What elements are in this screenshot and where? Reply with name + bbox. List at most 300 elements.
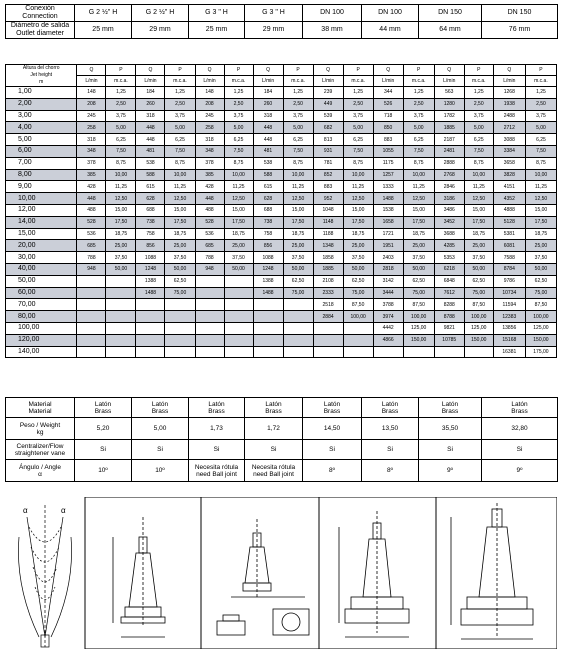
pressure-cell: 17,50 (165, 216, 195, 228)
jet-height-cell: 120,00 (6, 334, 77, 346)
flow-cell: 948 (195, 263, 224, 275)
flow-cell: 2481 (434, 145, 464, 157)
connection-value: DN 150 (419, 5, 482, 22)
pressure-cell (106, 299, 136, 311)
jet-height-label: Altura del chorro Jet height m (6, 65, 77, 87)
pressure-cell: 10,00 (224, 169, 253, 181)
flow-cell: 448 (136, 122, 165, 134)
flow-cell: 1721 (373, 228, 403, 240)
flow-cell: 258 (77, 122, 106, 134)
flow-cell: 260 (253, 98, 283, 110)
flow-cell (373, 346, 403, 358)
flow-cell: 3384 (493, 145, 525, 157)
flow-cell: 758 (253, 228, 283, 240)
flow-cell: 1257 (373, 169, 403, 181)
angle-row-cell: 8º (303, 460, 362, 482)
flow-cell: 448 (253, 122, 283, 134)
flow-cell (434, 346, 464, 358)
flow-cell: 3088 (493, 134, 525, 146)
drawing-box-3 (319, 497, 436, 649)
flow-cell (136, 346, 165, 358)
straightener-row-cell: Si (189, 440, 245, 460)
pressure-cell: 1,25 (106, 87, 136, 99)
pressure-cell (224, 322, 253, 334)
straightener-row-cell: Si (482, 440, 558, 460)
jet-height-cell: 20,00 (6, 240, 77, 252)
flow-cell: 4888 (493, 204, 525, 216)
flow-cell: 685 (195, 240, 224, 252)
pressure-cell (106, 287, 136, 299)
pressure-cell: 7,50 (464, 145, 493, 157)
pressure-cell: 1,25 (224, 87, 253, 99)
flow-cell: 3486 (434, 204, 464, 216)
flow-cell (313, 322, 343, 334)
pressure-cell (343, 322, 373, 334)
flow-cell: 3444 (373, 287, 403, 299)
jet-height-cell: 10,00 (6, 193, 77, 205)
flow-cell (77, 334, 106, 346)
pressure-cell: 3,75 (106, 110, 136, 122)
flow-cell: 258 (195, 122, 224, 134)
pressure-cell: 6,25 (106, 134, 136, 146)
pressure-cell (224, 311, 253, 323)
flow-cell: 184 (136, 87, 165, 99)
flow-cell: 428 (195, 181, 224, 193)
flow-cell: 856 (253, 240, 283, 252)
pressure-cell: 25,00 (525, 240, 556, 252)
q-header: Q (493, 65, 525, 76)
flow-cell (195, 346, 224, 358)
pressure-cell: 12,50 (464, 193, 493, 205)
flow-cell: 11594 (493, 299, 525, 311)
flow-cell: 850 (373, 122, 403, 134)
pressure-cell: 11,25 (224, 181, 253, 193)
table-row (6, 240, 557, 252)
flow-cell: 385 (77, 169, 106, 181)
pressure-cell: 18,75 (106, 228, 136, 240)
flow-cell: 536 (77, 228, 106, 240)
flow-cell: 3186 (434, 193, 464, 205)
flow-cell (195, 299, 224, 311)
flow-cell: 2403 (373, 252, 403, 264)
pressure-cell: 11,25 (283, 181, 313, 193)
flow-cell: 3452 (434, 216, 464, 228)
pressure-cell: 18,75 (343, 228, 373, 240)
pressure-cell: 3,75 (343, 110, 373, 122)
flow-cell (253, 346, 283, 358)
pressure-cell: 62,50 (464, 275, 493, 287)
pressure-cell: 5,00 (224, 122, 253, 134)
jet-height-cell: 40,00 (6, 263, 77, 275)
table-row (6, 110, 557, 122)
flow-cell: 1885 (434, 122, 464, 134)
flow-cell: 1858 (313, 252, 343, 264)
connection-value: G 3 " H (245, 5, 303, 22)
weight-row-cell: 32,80 (482, 418, 558, 440)
flow-cell (313, 334, 343, 346)
flow-cell: 449 (313, 98, 343, 110)
flow-cell (77, 299, 106, 311)
flow-cell: 1055 (373, 145, 403, 157)
flow-cell (136, 334, 165, 346)
connection-value: DN 150 (482, 5, 558, 22)
flow-cell: 448 (77, 193, 106, 205)
angle-row-cell: 9º (419, 460, 482, 482)
flow-cell: 1175 (373, 157, 403, 169)
table-row (6, 322, 557, 334)
drawings-svg (5, 497, 557, 649)
pressure-cell: 12,50 (106, 193, 136, 205)
flow-cell: 5128 (493, 216, 525, 228)
flow-cell: 148 (195, 87, 224, 99)
flow-cell: 1088 (136, 252, 165, 264)
flow-cell: 685 (77, 240, 106, 252)
straightener-row-cell: Si (132, 440, 189, 460)
p-header: P (464, 65, 493, 76)
drawing-box-4 (436, 497, 557, 649)
flow-cell: 1248 (136, 263, 165, 275)
nozzle-drawing-4 (451, 503, 533, 639)
pressure-cell: 10,00 (106, 169, 136, 181)
flow-cell: 3658 (493, 157, 525, 169)
material-row-cell: Latón Brass (482, 398, 558, 418)
flow-cell (253, 322, 283, 334)
flow-cell: 4285 (434, 240, 464, 252)
material-row-cell: Latón Brass (245, 398, 303, 418)
pressure-cell: 3,75 (224, 110, 253, 122)
flow-cell: 813 (313, 134, 343, 146)
jet-height-cell: 100,00 (6, 322, 77, 334)
pressure-cell: 18,75 (224, 228, 253, 240)
flow-cell: 12383 (493, 311, 525, 323)
outlet-value: 29 mm (245, 22, 303, 39)
unit-q: L/min (313, 76, 343, 87)
straightener-row-cell: Si (362, 440, 419, 460)
jet-height-cell: 8,00 (6, 169, 77, 181)
flow-cell: 2518 (313, 299, 343, 311)
pressure-cell: 25,00 (224, 240, 253, 252)
flow-cell: 4151 (493, 181, 525, 193)
angle-row-cell: 10º (132, 460, 189, 482)
flow-cell: 3688 (434, 228, 464, 240)
pressure-cell: 5,00 (283, 122, 313, 134)
jet-spray-diagram (18, 505, 71, 647)
pressure-cell: 18,75 (165, 228, 195, 240)
unit-p: m.c.a. (525, 76, 556, 87)
jet-height-cell: 6,00 (6, 145, 77, 157)
flow-cell: 318 (195, 134, 224, 146)
jet-height-cell: 5,00 (6, 134, 77, 146)
flow-cell: 1658 (373, 216, 403, 228)
unit-p: m.c.a. (403, 76, 434, 87)
nozzle-drawing-3 (339, 511, 409, 637)
pressure-cell: 6,25 (343, 134, 373, 146)
flow-cell: 245 (195, 110, 224, 122)
connection-value: G 2 ½" H (132, 5, 189, 22)
flow-cell: 563 (434, 87, 464, 99)
flow-cell: 1148 (313, 216, 343, 228)
straightener-row-cell: Si (303, 440, 362, 460)
flow-cell: 385 (195, 169, 224, 181)
material-row-cell: Latón Brass (132, 398, 189, 418)
pressure-cell: 25,00 (464, 240, 493, 252)
table-row (6, 145, 557, 157)
jet-height-cell: 50,00 (6, 275, 77, 287)
pressure-cell: 8,75 (403, 157, 434, 169)
flow-cell: 1048 (313, 204, 343, 216)
jet-height-cell: 1,00 (6, 87, 77, 99)
flow-cell: 852 (313, 169, 343, 181)
table-row (6, 263, 557, 275)
pressure-cell: 10,00 (283, 169, 313, 181)
jet-height-cell: 70,00 (6, 299, 77, 311)
flow-cell: 2333 (313, 287, 343, 299)
unit-p: m.c.a. (464, 76, 493, 87)
pressure-cell: 10,00 (525, 169, 556, 181)
flow-cell: 1388 (253, 275, 283, 287)
pressure-cell: 150,00 (525, 334, 556, 346)
pressure-cell (165, 311, 195, 323)
pressure-cell: 5,00 (165, 122, 195, 134)
pressure-cell: 25,00 (283, 240, 313, 252)
flow-cell: 378 (195, 157, 224, 169)
flow-cell: 1488 (373, 193, 403, 205)
pressure-cell: 6,25 (283, 134, 313, 146)
flow-cell: 481 (136, 145, 165, 157)
flow-cell: 588 (253, 169, 283, 181)
pressure-cell: 10,00 (343, 169, 373, 181)
pressure-cell: 37,50 (525, 252, 556, 264)
pressure-cell (106, 275, 136, 287)
nozzle-drawing-1 (113, 517, 165, 637)
pressure-cell: 8,75 (106, 157, 136, 169)
pressure-cell: 11,25 (106, 181, 136, 193)
flow-cell: 615 (253, 181, 283, 193)
outlet-value: 44 mm (362, 22, 419, 39)
flow-cell: 488 (77, 204, 106, 216)
pressure-cell: 37,50 (283, 252, 313, 264)
pressure-cell: 3,75 (525, 110, 556, 122)
flow-cell: 538 (136, 157, 165, 169)
flow-cell: 688 (136, 204, 165, 216)
pressure-cell: 87,50 (403, 299, 434, 311)
pressure-cell: 75,00 (403, 287, 434, 299)
flow-cell: 1188 (313, 228, 343, 240)
flow-cell: 2768 (434, 169, 464, 181)
pressure-cell: 1,25 (165, 87, 195, 99)
outlet-value: 76 mm (482, 22, 558, 39)
material-row (6, 398, 558, 418)
pressure-cell: 100,00 (525, 311, 556, 323)
flow-cell: 1951 (373, 240, 403, 252)
pressure-cell: 37,50 (106, 252, 136, 264)
pressure-cell (343, 334, 373, 346)
material-row-cell: Latón Brass (303, 398, 362, 418)
flow-cell: 6081 (493, 240, 525, 252)
connection-value: DN 100 (303, 5, 362, 22)
pressure-cell (283, 311, 313, 323)
flow-cell: 931 (313, 145, 343, 157)
pressure-cell (224, 275, 253, 287)
jet-height-cell: 30,00 (6, 252, 77, 264)
p-header: P (343, 65, 373, 76)
angle-row-cell: Necesita rótula need Ball joint (189, 460, 245, 482)
jet-height-cell: 15,00 (6, 228, 77, 240)
connection-value: DN 100 (362, 5, 419, 22)
flow-cell: 3974 (373, 311, 403, 323)
connection-table (5, 4, 558, 39)
table-row (6, 134, 557, 146)
table-row (6, 98, 557, 110)
flow-cell (136, 311, 165, 323)
flow-cell: 1538 (373, 204, 403, 216)
q-header: Q (373, 65, 403, 76)
pressure-cell: 2,50 (165, 98, 195, 110)
pressure-cell: 75,00 (283, 287, 313, 299)
outlet-value: 38 mm (303, 22, 362, 39)
flow-cell: 7588 (493, 252, 525, 264)
unit-q: L/min (434, 76, 464, 87)
pressure-cell: 17,50 (224, 216, 253, 228)
pressure-cell: 15,00 (283, 204, 313, 216)
straightener-row-cell: Si (75, 440, 132, 460)
weight-row-cell: 5,00 (132, 418, 189, 440)
flow-cell: 2488 (493, 110, 525, 122)
flow-cell: 15168 (493, 334, 525, 346)
pressure-cell: 62,50 (343, 275, 373, 287)
pressure-cell: 7,50 (224, 145, 253, 157)
pressure-cell: 150,00 (464, 334, 493, 346)
pressure-cell: 12,50 (343, 193, 373, 205)
weight-row-cell: 1,72 (245, 418, 303, 440)
pressure-cell: 11,25 (165, 181, 195, 193)
pressure-cell (106, 346, 136, 358)
flow-cell: 1885 (313, 263, 343, 275)
pressure-cell (224, 346, 253, 358)
q-header: Q (77, 65, 106, 76)
flow-cell: 856 (136, 240, 165, 252)
straightener-row-cell: Si (419, 440, 482, 460)
pressure-cell: 37,50 (343, 252, 373, 264)
pressure-cell: 75,00 (343, 287, 373, 299)
pressure-cell: 8,75 (224, 157, 253, 169)
pressure-cell: 37,50 (224, 252, 253, 264)
pressure-cell: 15,00 (165, 204, 195, 216)
pressure-cell: 17,50 (343, 216, 373, 228)
pressure-cell: 18,75 (525, 228, 556, 240)
unit-p: m.c.a. (224, 76, 253, 87)
pressure-cell: 2,50 (343, 98, 373, 110)
pressure-cell: 100,00 (464, 311, 493, 323)
angle-row (6, 460, 558, 482)
material-row-cell: Latón Brass (189, 398, 245, 418)
pressure-cell: 50,00 (165, 263, 195, 275)
flow-cell: 948 (77, 263, 106, 275)
pressure-cell (165, 346, 195, 358)
flow-cell: 10734 (493, 287, 525, 299)
pressure-cell: 17,50 (283, 216, 313, 228)
pressure-cell: 8,75 (343, 157, 373, 169)
flow-cell: 3788 (373, 299, 403, 311)
flow-cell: 1488 (253, 287, 283, 299)
flow-cell: 628 (253, 193, 283, 205)
pressure-cell: 50,00 (283, 263, 313, 275)
flow-cell (77, 287, 106, 299)
pressure-cell: 175,00 (525, 346, 556, 358)
weight-row-cell: 14,50 (303, 418, 362, 440)
angle-row-label: Ángulo / Angle α (6, 460, 75, 482)
pressure-cell: 17,50 (106, 216, 136, 228)
pressure-cell (165, 299, 195, 311)
table-row (6, 181, 557, 193)
flow-cell: 682 (313, 122, 343, 134)
angle-row-cell: 8º (362, 460, 419, 482)
p-header: P (106, 65, 136, 76)
table-row (6, 228, 557, 240)
flow-cell: 2888 (434, 157, 464, 169)
jet-height-cell: 3,00 (6, 110, 77, 122)
pressure-cell: 3,75 (403, 110, 434, 122)
weight-row-cell: 13,50 (362, 418, 419, 440)
flow-cell: 208 (195, 98, 224, 110)
pressure-cell: 3,75 (165, 110, 195, 122)
flow-cell: 588 (136, 169, 165, 181)
pressure-cell: 6,25 (224, 134, 253, 146)
unit-p: m.c.a. (165, 76, 195, 87)
pressure-cell: 15,00 (224, 204, 253, 216)
unit-p: m.c.a. (343, 76, 373, 87)
flow-cell: 4352 (493, 193, 525, 205)
flow-cell: 1782 (434, 110, 464, 122)
jet-height-cell: 9,00 (6, 181, 77, 193)
outlet-value: 25 mm (75, 22, 132, 39)
flow-cell: 245 (77, 110, 106, 122)
weight-row-cell: 5,20 (75, 418, 132, 440)
flow-cell: 148 (77, 87, 106, 99)
flow-cell (195, 311, 224, 323)
pressure-cell: 50,00 (525, 263, 556, 275)
jet-height-cell: 4,00 (6, 122, 77, 134)
flow-cell: 13856 (493, 322, 525, 334)
p-header: P (525, 65, 556, 76)
straightener-row-cell: Si (245, 440, 303, 460)
weight-row-cell: 35,50 (419, 418, 482, 440)
flow-cell: 8784 (493, 263, 525, 275)
pressure-cell: 1,25 (525, 87, 556, 99)
flow-cell: 2108 (313, 275, 343, 287)
pressure-cell: 1,25 (343, 87, 373, 99)
flow-cell: 318 (136, 110, 165, 122)
flow-cell: 5381 (493, 228, 525, 240)
flow-cell: 1938 (493, 98, 525, 110)
pressure-cell: 50,00 (224, 263, 253, 275)
flow-cell: 718 (373, 110, 403, 122)
pressure-cell: 18,75 (464, 228, 493, 240)
table-row (6, 169, 557, 181)
jet-height-cell: 80,00 (6, 311, 77, 323)
pressure-cell: 2,50 (403, 98, 434, 110)
table-row (6, 311, 557, 323)
straightener-row-label: Centralizer/Flow straightener vane (6, 440, 75, 460)
unit-q: L/min (195, 76, 224, 87)
flow-cell: 538 (253, 157, 283, 169)
flow-cell: 3828 (493, 169, 525, 181)
flow-cell (313, 346, 343, 358)
q-header: Q (136, 65, 165, 76)
flow-cell: 4866 (373, 334, 403, 346)
flow-cell (136, 299, 165, 311)
p-header: P (165, 65, 195, 76)
